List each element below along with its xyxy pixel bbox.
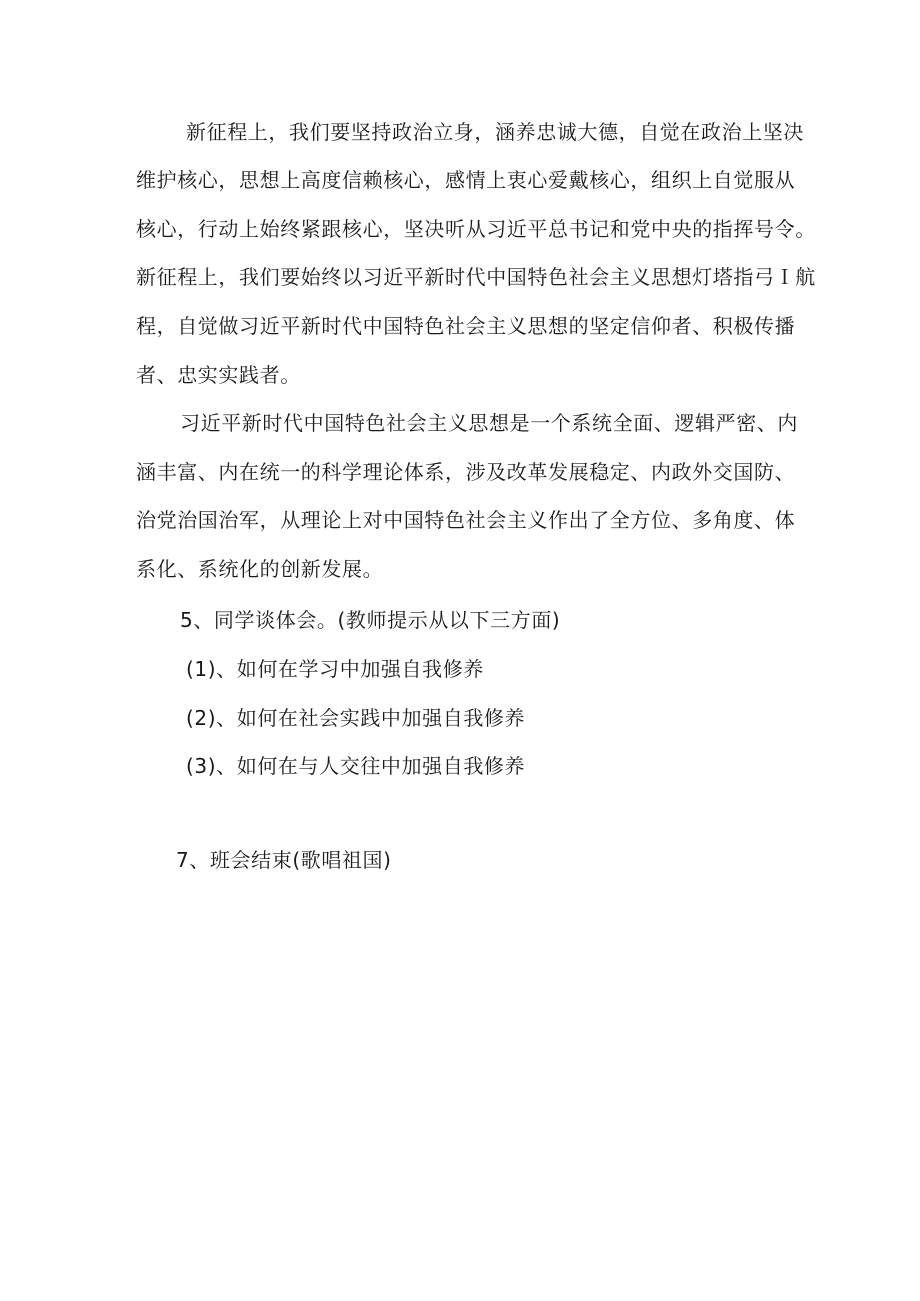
- subitem-3: (3)、如何在与人交往中加强自我修养: [186, 754, 526, 778]
- paragraph-1-line-3: 核心，行动上始终紧跟核心，坚决听从习近平总书记和党中央的指挥号令。: [136, 217, 816, 241]
- paragraph-1-line-1: 新征程上，我们要坚持政治立身，涵养忠诚大德，自觉在政治上坚决: [186, 120, 804, 144]
- paragraph-2-line-1: 习近平新时代中国特色社会主义思想是一个系统全面、逻辑严密、内: [180, 411, 798, 435]
- paragraph-1-line-4: 新征程上，我们要始终以习近平新时代中国特色社会主义思想灯塔指弓Ｉ航: [136, 265, 816, 289]
- item-5-heading: 5、同学谈体会。(教师提示从以下三方面): [180, 608, 561, 632]
- paragraph-1-line-5: 程，自觉做习近平新时代中国特色社会主义思想的坚定信仰者、积极传播: [136, 314, 796, 338]
- item-7-heading: 7、班会结束(歌唱祖国): [176, 848, 392, 872]
- paragraph-1-line-6: 者、忠实实践者。: [136, 363, 301, 387]
- paragraph-1-line-2: 维护核心，思想上高度信赖核心，感情上衷心爱戴核心，组织上自觉服从: [136, 168, 796, 192]
- subitem-2: (2)、如何在社会实践中加强自我修养: [186, 706, 526, 730]
- paragraph-2-line-2: 涵丰富、内在统一的科学理论体系，涉及改革发展稳定、内政外交国防、: [136, 460, 796, 484]
- paragraph-2-line-4: 系化、系统化的创新发展。: [136, 557, 384, 581]
- subitem-1: (1)、如何在学习中加强自我修养: [186, 657, 484, 681]
- paragraph-2-line-3: 治党治国治军，从理论上对中国特色社会主义作出了全方位、多角度、体: [136, 508, 796, 532]
